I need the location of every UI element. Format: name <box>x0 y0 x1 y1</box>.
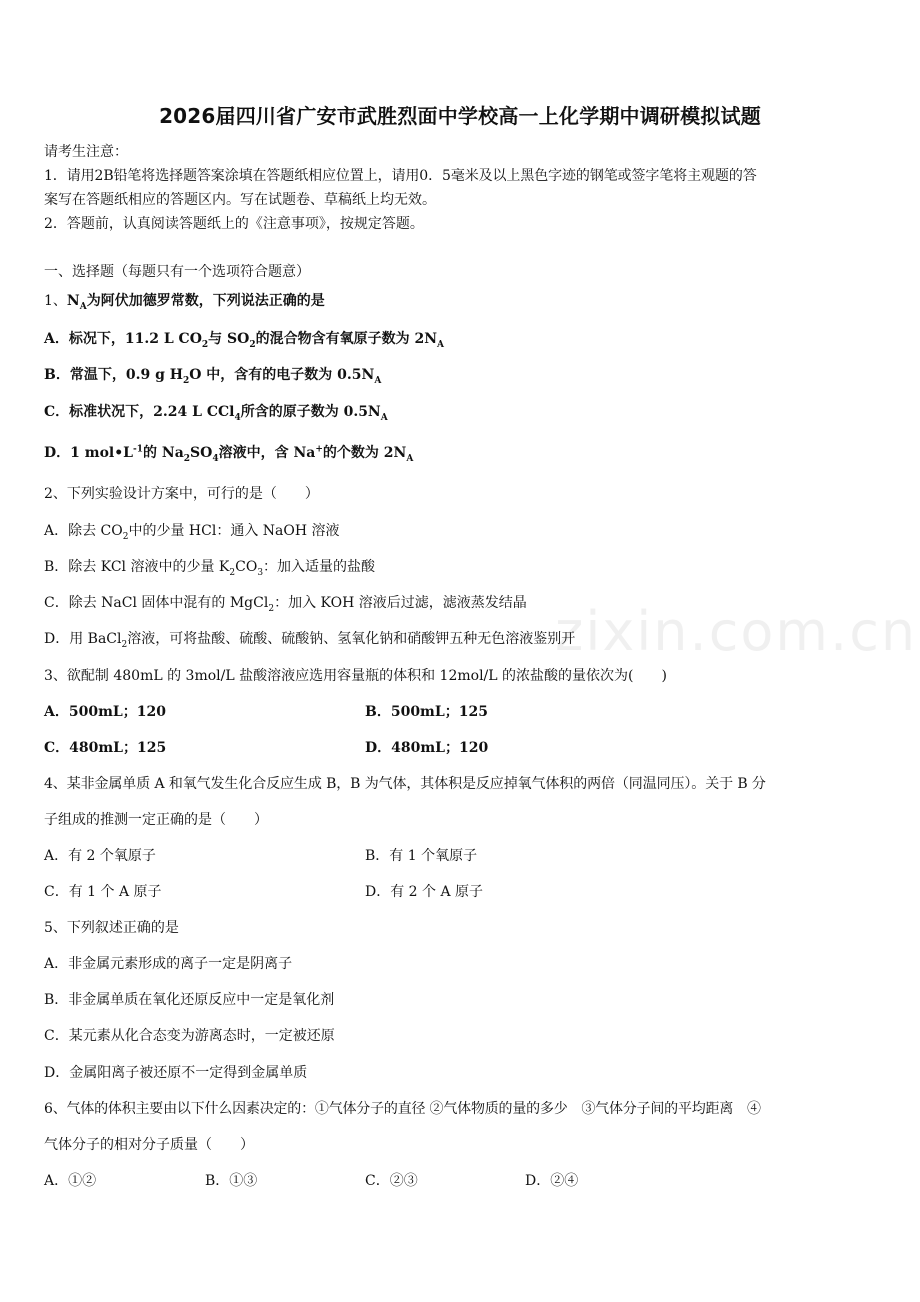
q3-option-d: D．480mL；120 <box>365 740 489 756</box>
q3-option-c: C．480mL；125 <box>44 740 167 756</box>
q5-stem: 5、下列叙述正确的是 <box>44 920 179 936</box>
text: ：加入适量的盐酸 <box>263 559 376 575</box>
q1-option-c <box>44 401 388 423</box>
q4-stem-line2: 子组成的推测一定正确的是（ ） <box>44 812 268 828</box>
q3-stem: 3、欲配制 480mL 的 3mol/L 盐酸溶液应选用容量瓶的体积和 12mol/L 的浓盐酸的量依次为( ) <box>44 668 667 684</box>
text: D．用 BaCl <box>44 631 122 647</box>
text: B．常温下，0.9 g H <box>44 367 183 383</box>
sub: 2 <box>183 453 191 464</box>
sub: 2 <box>229 567 236 578</box>
q4-option-b: B．有 1 个氧原子 <box>365 848 478 864</box>
q6-option-b: B．①③ <box>205 1173 258 1189</box>
q1-option-b <box>44 364 381 386</box>
sub: A <box>406 453 414 464</box>
q1-stem-n: N <box>66 293 80 309</box>
text: A．除去 CO <box>44 523 123 539</box>
sub: 2 <box>201 339 209 350</box>
notice-header: 请考生注意： <box>44 144 128 160</box>
q1-stem-sub: A <box>79 301 87 312</box>
q4-stem-line1: 4、某非金属单质 A 和氧气发生化合反应生成 B，B 为气体，其体积是反应掉氧气体积的两倍（同温同压）。关于 B 分 <box>44 776 766 792</box>
sub: A <box>437 339 445 350</box>
section-heading: 一、选择题（每题只有一个选项符合题意） <box>44 264 310 280</box>
text: 溶液，可将盐酸、硫酸、硫酸钠、氢氧化钠和硝酸钾五种无色溶液鉴别开 <box>127 631 576 647</box>
sub: 3 <box>257 567 264 578</box>
text: 中的少量 HCl：通入 NaOH 溶液 <box>128 523 340 539</box>
notice-item-1a: 1．请用2B铅笔将选择题答案涂填在答题纸相应位置上，请用0．5毫米及以上黑色字迹的钢笔或签字笔将主观题的答 <box>44 168 757 184</box>
q5-option-c: C．某元素从化合态变为游离态时，一定被还原 <box>44 1028 335 1044</box>
sub: 4 <box>234 412 241 423</box>
sub: A <box>380 412 388 423</box>
q2-option-c <box>44 592 527 614</box>
q1-stem-number: 1、 <box>44 293 67 309</box>
q2-option-a <box>44 520 340 542</box>
page-title: 2026届四川省广安市武胜烈面中学校高一上化学期中调研模拟试题 <box>159 104 761 128</box>
text: C．除去 NaCl 固体中混有的 MgCl <box>44 595 269 611</box>
q6-stem-line2: 气体分子的相对分子质量（ ） <box>44 1137 254 1153</box>
text: CO <box>235 559 258 575</box>
q5-option-a: A．非金属元素形成的离子一定是阴离子 <box>44 956 293 972</box>
sub: 4 <box>212 453 219 464</box>
text: ：加入 KOH 溶液后过滤，滤液蒸发结晶 <box>274 595 527 611</box>
q2-stem: 2、下列实验设计方案中，可行的是（ ） <box>44 486 319 502</box>
watermark: zixin.com.cn <box>555 600 918 663</box>
sub: 2 <box>122 531 129 542</box>
q1-option-a <box>44 328 444 350</box>
sub: 2 <box>268 603 275 614</box>
q2-option-b <box>44 556 375 578</box>
q6-option-c: C．②③ <box>365 1173 418 1189</box>
text: 的个数为 2N <box>322 445 407 461</box>
q4-option-a: A．有 2 个氧原子 <box>44 848 156 864</box>
q6-option-d: D．②④ <box>525 1173 579 1189</box>
text: 的 Na <box>143 445 184 461</box>
text: SO <box>190 445 213 461</box>
text: 的混合物含有氧原子数为 2N <box>255 331 438 347</box>
text: 溶液中，含 Na <box>218 445 316 461</box>
q5-option-b: B．非金属单质在氧化还原反应中一定是氧化剂 <box>44 992 335 1008</box>
q6-stem-line1: 6、气体的体积主要由以下什么因素决定的：①气体分子的直径 ②气体物质的量的多少 ③气体分子间的平均距离 ④ <box>44 1101 761 1117</box>
notice-item-2: 2．答题前，认真阅读答题纸上的《注意事项》，按规定答题。 <box>44 216 424 232</box>
sub: 2 <box>121 639 128 650</box>
sup: + <box>315 444 323 455</box>
q1-option-d <box>44 442 413 464</box>
q5-option-d: D．金属阳离子被还原不一定得到金属单质 <box>44 1065 308 1081</box>
text: C．标准状况下，2.24 L CCl <box>44 404 235 420</box>
q3-option-b: B．500mL；125 <box>365 704 488 720</box>
sub: 2 <box>182 375 190 386</box>
text: O 中，含有的电子数为 0.5N <box>189 367 375 383</box>
text: 与 SO <box>208 331 250 347</box>
sup: -1 <box>133 444 144 455</box>
sub: 2 <box>249 339 256 350</box>
notice-item-1b: 案写在答题纸相应的答题区内。写在试题卷、草稿纸上均无效。 <box>44 192 436 208</box>
text: 所含的原子数为 0.5N <box>240 404 381 420</box>
q3-option-a: A．500mL；120 <box>44 704 166 720</box>
q4-option-d: D．有 2 个 A 原子 <box>365 884 484 900</box>
sub: A <box>374 375 382 386</box>
text: B．除去 KCl 溶液中的少量 K <box>44 559 230 575</box>
q1-stem <box>44 290 325 312</box>
q4-option-c: C．有 1 个 A 原子 <box>44 884 162 900</box>
q2-option-d <box>44 628 575 650</box>
q6-option-a: A．①② <box>44 1173 97 1189</box>
text: D．1 mol•L <box>44 445 134 461</box>
text: A．标况下，11.2 L CO <box>44 331 202 347</box>
q1-stem-text: 为阿伏加德罗常数，下列说法正确的是 <box>86 293 325 309</box>
